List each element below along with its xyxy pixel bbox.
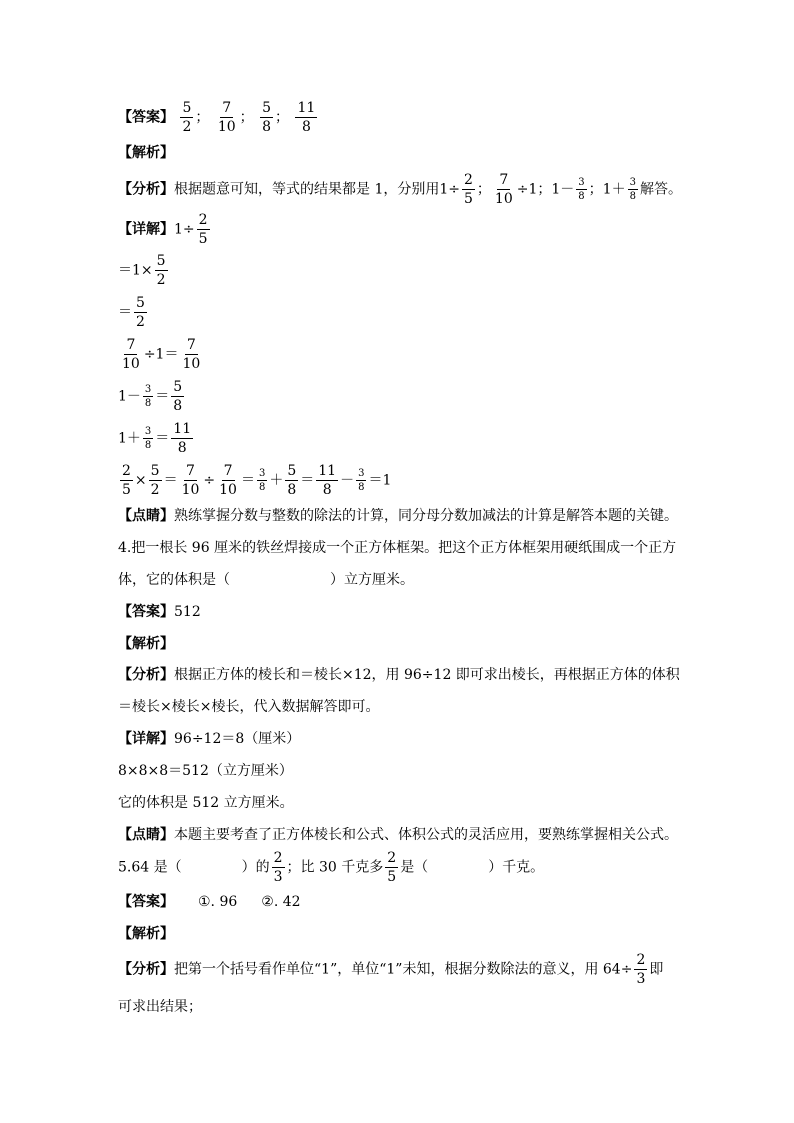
- fraction: $\frac{2}{5}$: [122, 463, 131, 499]
- answer-label: 【答案】: [118, 109, 174, 126]
- fraction: $\frac{2}{3}$: [273, 850, 283, 886]
- question-q4-line1: 4.把一根长 96 厘米的铁丝焊接成一个正方体框架。把这个正方体框架用硬纸围成一个正方: [118, 540, 677, 556]
- fraction: $\frac{5}{2}$: [182, 100, 192, 136]
- jiexi-label: 【解析】: [118, 145, 174, 161]
- xiangjie-line-q3: 【详解】1÷ $\frac{2}{5}$: [118, 212, 208, 248]
- fraction: $\frac{5}{2}$: [150, 463, 160, 499]
- xiangjie-step: 8×8×8＝512（立方厘米）: [118, 763, 293, 779]
- fenxi-line-q5: 【分析】把第一个括号看作单位“1”，单位“1”未知，根据分数除法的意义，用 64÷ $\frac{2}{3}$ 即: [118, 952, 664, 988]
- dianjing-line-q4: 【点睛】本题主要考查了正方体棱长和公式、体积公式的灵活应用，要熟练掌握相关公式。: [118, 827, 678, 843]
- step-line: 1＋ $\frac{3}{8}$ ＝ $\frac{11}{8}$: [118, 421, 192, 457]
- fraction: $\frac{5}{2}$: [136, 295, 145, 331]
- fenxi-line-q4: 【分析】根据正方体的棱长和＝棱长×12，用 96÷12 即可求出棱长，再根据正方体的体积: [118, 667, 680, 683]
- xiangjie-line-q4: 【详解】96÷12＝8（厘米）: [118, 731, 301, 747]
- step-line: $\frac{2}{5}$ × $\frac{5}{2}$ ＝ $\frac{7}{10}$ ÷ $\frac{7}{10}$ ＝ $\frac{3}{8}$ ＋ $\frac{5}{8}$ ＝ $\frac{11}{8}$ － $\frac{3}{8}$ ＝1: [122, 463, 392, 499]
- fraction: $\frac{2}{5}$: [387, 850, 397, 886]
- step-line: ＝1× $\frac{5}{2}$: [118, 253, 166, 289]
- fenxi-line-q3: 【分析】根据题意可知，等式的结果都是 1，分别用1÷ $\frac{2}{5}$ ； $\frac{7}{10}$ ÷1；1－ $\frac{3}{8}$ ；1＋ $\frac{3}{8}$ 解答。: [118, 172, 682, 208]
- dianjing-line-q3: 【点睛】熟练掌握分数与整数的除法的计算，同分母分数加减法的计算是解答本题的关键。: [118, 508, 678, 524]
- fraction: $\frac{3}{8}$: [258, 468, 266, 493]
- fraction: $\frac{11}{8}$: [173, 421, 192, 457]
- jiexi-label: 【解析】: [118, 636, 174, 652]
- fraction: $\frac{5}{8}$: [173, 379, 183, 415]
- answer-line-q4: 【答案】512: [118, 604, 201, 620]
- fraction: $\frac{11}{8}$: [297, 100, 316, 136]
- fraction: $\frac{2}{3}$: [636, 952, 646, 988]
- fraction: $\frac{2}{5}$: [198, 212, 208, 248]
- fraction: $\frac{3}{8}$: [144, 384, 152, 409]
- fraction: $\frac{7}{10}$: [122, 337, 140, 373]
- fraction: $\frac{11}{8}$: [318, 463, 337, 499]
- fraction: $\frac{3}{8}$: [578, 177, 585, 202]
- step-line: 1－ $\frac{3}{8}$ ＝ $\frac{5}{8}$: [118, 379, 183, 415]
- fraction: $\frac{5}{2}$: [156, 253, 166, 289]
- fraction: $\frac{5}{8}$: [262, 100, 272, 136]
- answer-line-q3: 【答案】 $\frac{5}{2}$ ； $\frac{7}{10}$ ； $\frac{5}{8}$ ； $\frac{11}{8}$: [118, 100, 316, 136]
- step-line: ＝ $\frac{5}{2}$: [118, 295, 145, 331]
- question-q4-line2: 体，它的体积是（ ）立方厘米。: [118, 572, 414, 588]
- fraction: $\frac{7}{10}$: [181, 463, 200, 499]
- fenxi-line-q5-cont: 可求出结果；: [118, 999, 202, 1015]
- answer-line-q5: 【答案】 ①. 96 ②. 42: [118, 894, 301, 910]
- fraction: $\frac{7}{10}$: [219, 463, 237, 499]
- xiangjie-step: 它的体积是 512 立方厘米。: [118, 795, 294, 811]
- question-q5: 5.64 是（ ）的 $\frac{2}{3}$ ；比 30 千克多 $\frac{2}{5}$ 是（ ）千克。: [118, 850, 545, 886]
- fraction: $\frac{3}{8}$: [144, 426, 152, 451]
- step-line: $\frac{7}{10}$ ÷1＝ $\frac{7}{10}$: [122, 337, 201, 373]
- fraction: $\frac{7}{10}$: [217, 100, 236, 136]
- fenxi-line-q4-cont: ＝棱长×棱长×棱长，代入数据解答即可。: [118, 699, 380, 715]
- jiexi-label: 【解析】: [118, 926, 174, 942]
- fraction: $\frac{3}{8}$: [629, 177, 636, 202]
- fraction: $\frac{3}{8}$: [358, 468, 365, 493]
- fraction: $\frac{5}{8}$: [287, 463, 297, 499]
- fraction: $\frac{2}{5}$: [464, 172, 473, 208]
- fraction: $\frac{7}{10}$: [494, 172, 513, 208]
- fraction: $\frac{7}{10}$: [182, 337, 201, 373]
